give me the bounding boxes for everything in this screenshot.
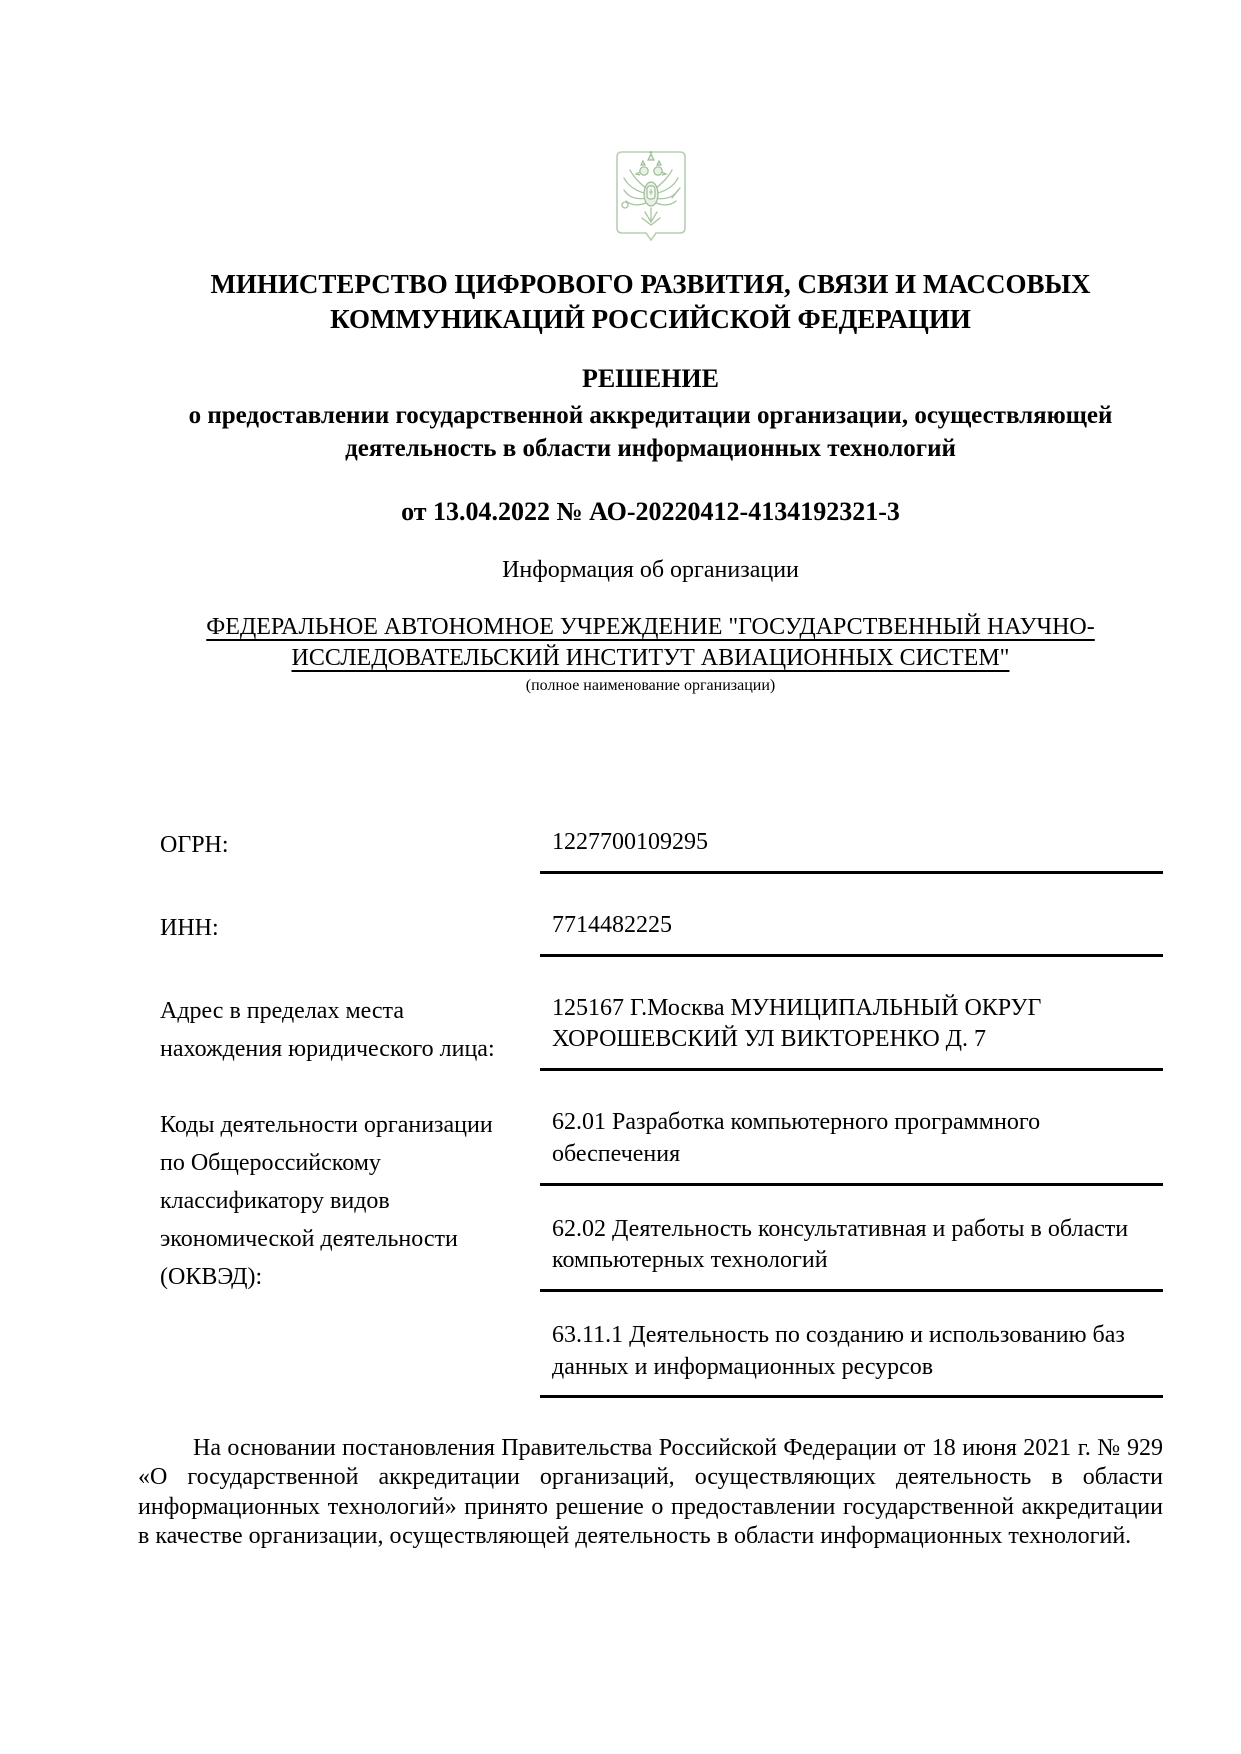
organization-fields [138, 827, 1163, 1398]
okved-value-2: 62.02 Деятельность консультативная и работы в области компьютерных технологий [540, 1214, 1163, 1292]
field-row-inn [138, 910, 1163, 957]
document-type-heading: РЕШЕНИЕ [582, 364, 719, 394]
russian-coat-of-arms-icon [610, 148, 692, 250]
okved-label: Коды деятельности организации по Общероссийскому классификатору видов экономической деятельности (ОКВЭД): [160, 1112, 493, 1290]
address-value: 125167 Г.Москва МУНИЦИПАЛЬНЫЙ ОКРУГ ХОРОШЕВСКИЙ УЛ ВИКТОРЕНКО Д. 7 [540, 993, 1163, 1071]
ogrn-label: ОГРН: [160, 832, 229, 859]
okved-value-3: 63.11.1 Деятельность по созданию и использованию баз данных и информационных ресурсов [540, 1320, 1163, 1398]
document-number-line: от 13.04.2022 № АО-20220412-4134192321-3 [401, 497, 900, 527]
decision-body-paragraph: На основании постановления Правительства Российской Федерации от 18 июня 2021 г. № 929 «О государственной аккредитации организаций, осуществляющих деятельность в области информационных технологий» принято решение о предоставлении государственной аккредитации в качестве организации, осуществляющей деятельность в области информационных технологий. [138, 1435, 1163, 1549]
okved-value-column [540, 1107, 1163, 1398]
organization-name-caption: (полное наименование организации) [525, 677, 776, 695]
ogrn-value-column [540, 827, 1163, 874]
inn-value-column [540, 910, 1163, 957]
document-content [138, 148, 1163, 1551]
inn-label: ИНН: [160, 915, 219, 942]
organization-name: ФЕДЕРАЛЬНОЕ АВТОНОМНОЕ УЧРЕЖДЕНИЕ "ГОСУДАРСТВЕННЫЙ НАУЧНО-ИССЛЕДОВАТЕЛЬСКИЙ ИНСТИТУТ АВИАЦИОННЫХ СИСТЕМ" [206, 614, 1095, 672]
emblem-container [138, 148, 1163, 255]
field-row-okved [138, 1107, 1163, 1398]
okved-value-1: 62.01 Разработка компьютерного программного обеспечения [540, 1107, 1163, 1185]
inn-value: 7714482225 [540, 910, 1163, 957]
ministry-title: МИНИСТЕРСТВО ЦИФРОВОГО РАЗВИТИЯ, СВЯЗИ И МАССОВЫХ КОММУНИКАЦИЙ РОССИЙСКОЙ ФЕДЕРАЦИИ [210, 269, 1091, 334]
section-title: Информация об организации [502, 557, 799, 584]
ogrn-value: 1227700109295 [540, 827, 1163, 874]
address-value-column [540, 993, 1163, 1071]
field-row-ogrn [138, 827, 1163, 874]
document-subtitle: о предоставлении государственной аккредитации организации, осуществляющей деятельность в области информационных технологий [188, 402, 1113, 462]
address-label: Адрес в пределах места нахождения юридического лица: [160, 997, 495, 1062]
field-row-address [138, 993, 1163, 1071]
